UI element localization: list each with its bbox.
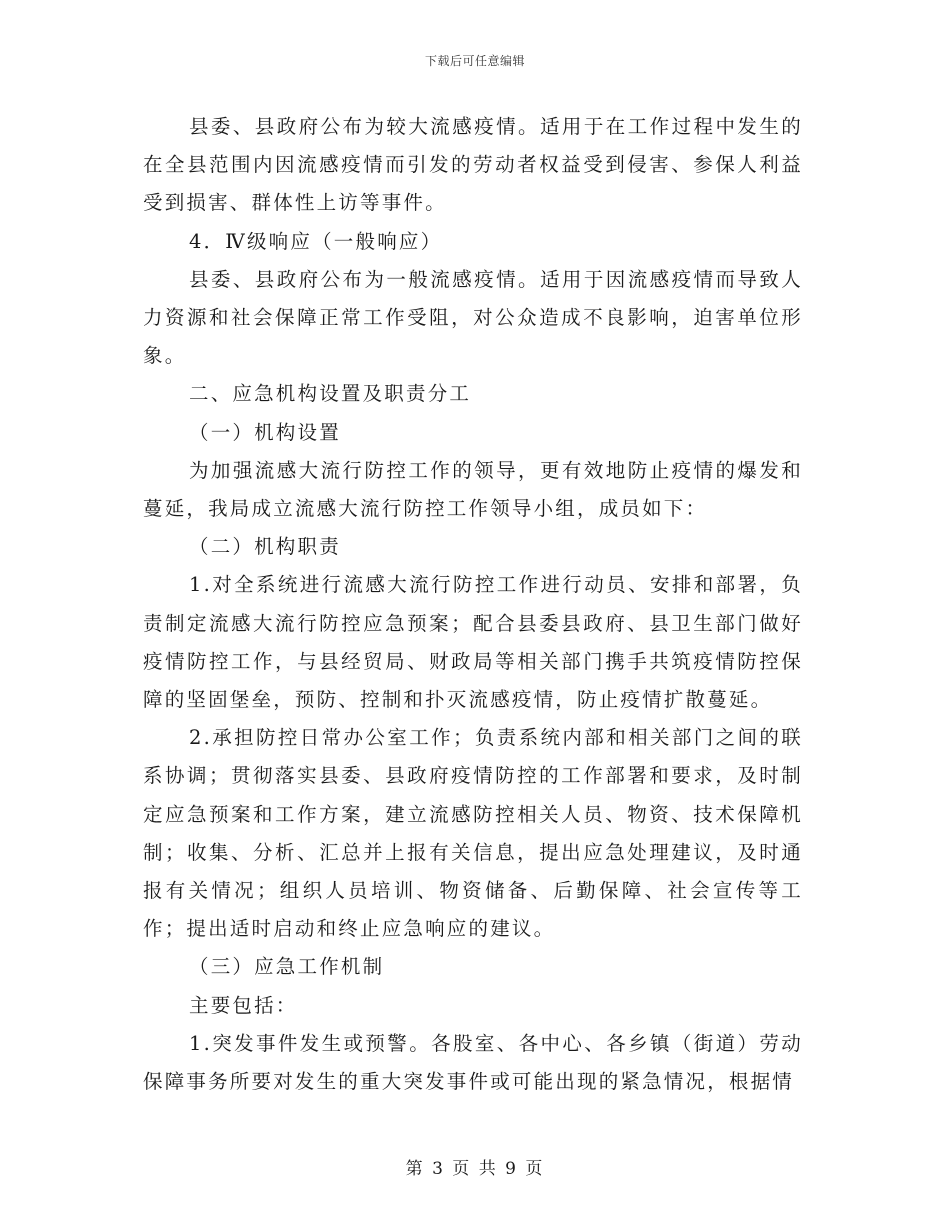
paragraph: 2.承担防控日常办公室工作；负责系统内部和相关部门之间的联系协调；贯彻落实县委、县政府疫情防控的工作部署和要求，及时制定应急预案和工作方案，建立流感防控相关人员、物资、技术保障机制；收集、分析、汇总并上报有关信息，提出应急处理建议，及时通报有关情况；组织人员培训、物资储备、后勤保障、社会宣传等工作；提出适时启动和终止应急响应的建议。 — [143, 726, 803, 941]
subsection-heading: （二）机构职责 — [189, 535, 341, 559]
section-heading: 二、应急机构设置及职责分工 — [189, 382, 472, 406]
paragraph: 为加强流感大流行防控工作的领导，更有效地防止疫情的爆发和蔓延，我局成立流感大流行防控工作领导小组，成员如下： — [143, 458, 803, 521]
page-number: 第 3 页 共 9 页 — [405, 1159, 545, 1179]
paragraph: 县委、县政府公布为一般流感疫情。适用于因流感疫情而导致人力资源和社会保障正常工作受阻，对公众造成不良影响，迫害单位形象。 — [143, 267, 803, 368]
paragraph: 县委、县政府公布为较大流感疫情。适用于在工作过程中发生的在全县范围内因流感疫情而引发的劳动者权益受到侵害、参保人利益受到损害、群体性上访等事件。 — [143, 115, 803, 215]
paragraph: 1.突发事件发生或预警。各股室、各中心、各乡镇（街道）劳动保障事务所要对发生的重大突发事件或可能出现的紧急情况，根据情 — [143, 1031, 803, 1094]
paragraph: 主要包括： — [189, 993, 298, 1017]
document-body — [143, 108, 803, 1101]
paragraph: 4．Ⅳ级响应（一般响应） — [189, 229, 443, 253]
header-note: 下载后可任意编辑 — [424, 54, 525, 68]
subsection-heading: （一）机构设置 — [189, 420, 341, 444]
subsection-heading: （三）应急工作机制 — [189, 955, 385, 979]
paragraph: 1.对全系统进行流感大流行防控工作进行动员、安排和部署，负责制定流感大流行防控应急预案；配合县委县政府、县卫生部门做好疫情防控工作，与县经贸局、财政局等相关部门携手共筑疫情防控保障的坚固堡垒，预防、控制和扑灭流感疫情，防止疫情扩散蔓延。 — [143, 573, 803, 712]
